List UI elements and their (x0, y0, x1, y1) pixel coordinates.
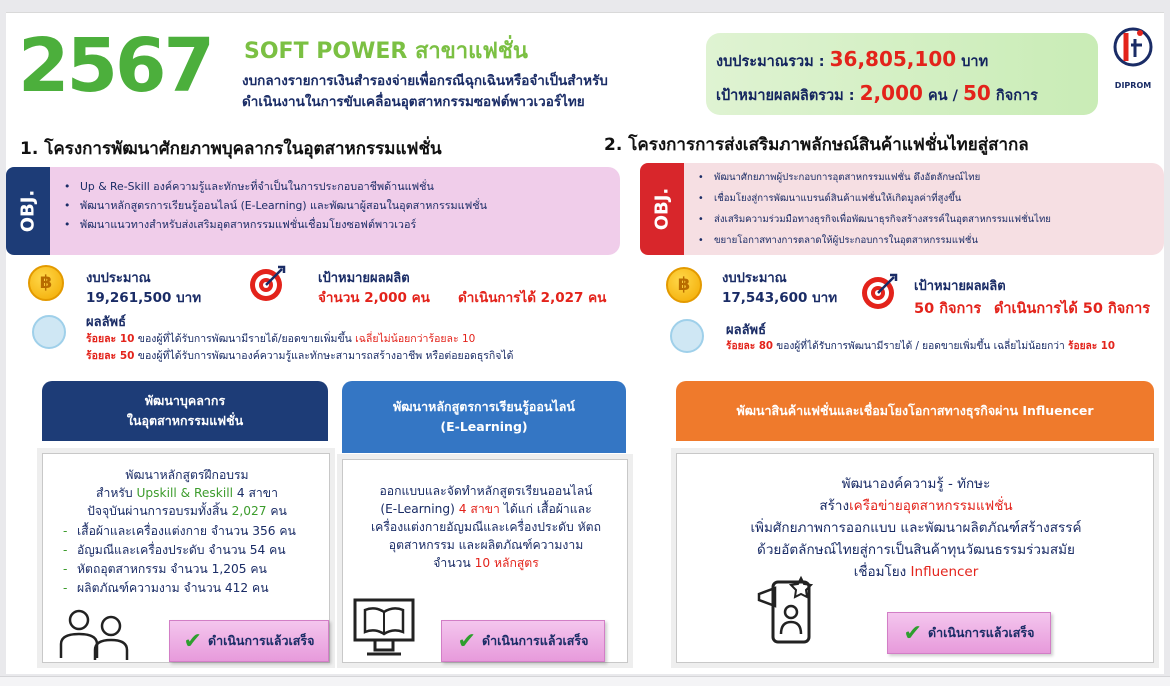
card-1-head-1: พัฒนาบุคลากร (144, 393, 226, 408)
card-2-line-2c: ได้แก่ เสื้อผ้าและ (503, 502, 592, 516)
card-3-line-5b: Influencer (910, 564, 979, 580)
result-2-pct: ร้อยละ 50 (86, 350, 135, 362)
section-1-result-1 (86, 330, 475, 347)
check-icon: ✔ (903, 620, 922, 646)
section-2-obj-label: OBJ. (651, 187, 673, 231)
objective-item: • พัฒนาหลักสูตรการเรียนรู้ออนไลน์ (E-Learning) และพัฒนาผู้สอนในอุตสาหกรรมแฟชั่น (80, 196, 487, 215)
card-2-line-2b: 4 สาขา (458, 502, 500, 516)
objective-item: • พัฒนาแนวทางสำหรับส่งเสริมอุตสาหกรรมแฟชั่นเชื่อมโยงซอฟต์พาวเวอร์ (80, 215, 487, 234)
check-icon: ✔ (183, 628, 202, 654)
result-1-text: ของผู้ที่ได้รับการพัฒนามีรายได้ / ยอดขายเพิ่มขึ้น เฉลี่ยไม่น้อยกว่า (776, 341, 1065, 352)
card-3-head: พัฒนาสินค้าแฟชั่นและเชื่อมโยงโอกาสทางธุรกิจผ่าน Influencer (736, 403, 1094, 418)
subtitle-line-1: งบกลางรายการเงินสำรองจ่ายเพื่อกรณีฉุกเฉินหรือจำเป็นสำหรับ (242, 73, 608, 89)
list-item: - ผลิตภัณฑ์ความงาม จำนวน 412 คน (77, 579, 296, 598)
total-target-activities: 50 (963, 81, 991, 105)
section-1-achieved-value: ดำเนินการได้ 2,027 คน (458, 290, 607, 306)
card-2-head-2: (E-Learning) (440, 419, 528, 434)
result-1-note: เฉลี่ยไม่น้อยกว่าร้อยละ 10 (355, 333, 476, 345)
section-1-budget-value: 19,261,500 บาท (86, 290, 202, 306)
card-3-line-5a: เชื่อมโยง (853, 564, 907, 580)
card-3-done-label: ดำเนินการแล้วเสร็จ (927, 625, 1035, 640)
card-1-header (42, 381, 328, 441)
card-1-list (77, 522, 296, 598)
section-1-objective-list (80, 177, 487, 234)
section-1-result-2 (86, 347, 513, 364)
target-icon (860, 271, 900, 311)
card-2-line-2a: (E-Learning) (380, 502, 455, 516)
result-1-note: ร้อยละ 10 (1067, 341, 1115, 352)
card-1-line-3 (43, 502, 331, 520)
result-1-pct: ร้อยละ 10 (86, 333, 135, 345)
diprom-logo (1104, 17, 1162, 97)
result-1-text: ของผู้ที่ได้รับการพัฒนามีรายได้/ยอดขายเพิ่มขึ้น (137, 333, 352, 345)
people-icon (55, 606, 141, 660)
card-3-body (676, 453, 1154, 663)
objective-item: • ขยายโอกาสทางการตลาดให้ผู้ประกอบการในอุตสาหกรรมแฟชั่น (714, 230, 1051, 251)
card-3-line-3: เพิ่มศักยภาพการออกแบบ และพัฒนาผลิตภัณฑ์สร้างสรรค์ (750, 520, 1082, 536)
results-icon (670, 319, 704, 353)
card-1-line-2 (43, 484, 331, 502)
total-target-label: เป้าหมายผลผลิตรวม : (716, 88, 855, 104)
logo-text: DIPROM (1114, 81, 1152, 90)
coin-icon: ฿ (666, 267, 702, 303)
card-3-line-2b: เครือข่ายอุตสาหกรรมแฟชั่น (849, 498, 1013, 514)
card-1-line-3b: 2,027 (231, 504, 267, 518)
summary-box (706, 33, 1098, 115)
card-3-line-4: ด้วยอัตลักษณ์ไทยสู่การเป็นสินค้าทุนวัฒนธรรมร่วมสมัย (757, 542, 1075, 558)
objective-item: • พัฒนาศักยภาพผู้ประกอบการอุตสาหกรรมแฟชั่น ดึงอัตลักษณ์ไทย (714, 167, 1051, 188)
card-2-line-5 (343, 554, 629, 572)
result-2-text: ของผู้ที่ได้รับการพัฒนาองค์ความรู้และทักษะสามารถสร้างอาชีพ หรือต่อยอดธุรกิจได้ (137, 350, 514, 362)
coin-icon: ฿ (28, 265, 64, 301)
laptop-book-icon (351, 596, 417, 658)
card-3-line-1: พัฒนาองค์ความรู้ - ทักษะ (841, 476, 991, 492)
section-2-obj-tab (640, 163, 684, 255)
section-2-result-label: ผลลัพธ์ (726, 323, 767, 338)
result-1-pct: ร้อยละ 80 (726, 341, 773, 352)
card-2-line-5b: 10 หลักสูตร (474, 556, 539, 570)
list-item: - อัญมณีและเครื่องประดับ จำนวน 54 คน (77, 541, 296, 560)
section-2-objectives (684, 163, 1164, 255)
target-icon (248, 263, 288, 303)
section-1-target-value: จำนวน 2,000 คน (318, 290, 430, 306)
card-3-header (676, 381, 1154, 441)
card-2-line-2 (343, 500, 629, 518)
card-1-line-2c: 4 สาขา (236, 486, 278, 500)
card-3-line-5 (677, 562, 1155, 582)
list-item: - เสื้อผ้าและเครื่องแต่งกาย จำนวน 356 คน (77, 522, 296, 541)
section-2-budget-value: 17,543,600 บาท (722, 290, 838, 306)
results-icon (32, 315, 66, 349)
card-1-done-label: ดำเนินการแล้วเสร็จ (207, 633, 315, 648)
section-2-target-value: 50 กิจการ (914, 301, 982, 317)
total-budget-row (716, 47, 988, 73)
card-3-line-2a: สร้าง (819, 498, 850, 514)
section-2-result-1 (726, 338, 1115, 354)
card-1-head-2: ในอุตสาหกรรมแฟชั่น (126, 413, 244, 428)
card-2-line-3: เครื่องแต่งกายอัญมณีและเครื่องประดับ หัตถ (371, 520, 601, 534)
card-1-line-2b: Upskill & Reskill (136, 486, 233, 500)
diprom-logo-icon (1104, 17, 1162, 81)
list-item: - หัตถอุตสาหกรรม จำนวน 1,205 คน (77, 560, 296, 579)
influencer-phone-icon (755, 572, 825, 646)
subtitle-line-2: ดำเนินงานในการขับเคลื่อนอุตสาหกรรมซอฟต์พาวเวอร์ไทย (242, 94, 585, 110)
objective-item: • เชื่อมโยงสู่การพัฒนาแบรนด์สินค้าแฟชั่นให้เกิดมูลค่าที่สูงขึ้น (714, 188, 1051, 209)
slash: / (952, 88, 958, 104)
card-1-body (42, 453, 330, 663)
section-1-result-label: ผลลัพธ์ (86, 315, 127, 330)
section-1-obj-tab (6, 167, 50, 255)
card-3-done-button[interactable] (887, 612, 1051, 654)
total-target-row (716, 81, 1038, 107)
card-2-head-1: พัฒนาหลักสูตรการเรียนรู้ออนไลน์ (393, 399, 575, 414)
card-2-body (342, 459, 628, 663)
objective-item: • ส่งเสริมความร่วมมือทางธุรกิจเพื่อพัฒนาธุรกิจสร้างสรรค์ในอุตสาหกรรมแฟชั่นไทย (714, 209, 1051, 230)
card-1-line-3a: ปัจจุบันผ่านการอบรมทั้งสิ้น (87, 504, 228, 518)
total-target-people: 2,000 (859, 81, 923, 105)
card-1-line-1: พัฒนาหลักสูตรฝึกอบรม (125, 468, 249, 482)
section-1-obj-label: OBJ. (17, 189, 39, 233)
card-1-done-button[interactable] (169, 620, 329, 662)
card-3-line-2 (677, 496, 1155, 516)
check-icon: ✔ (457, 628, 476, 654)
soft-power-title: SOFT POWER สาขาแฟชั่น (244, 39, 528, 64)
card-2-header (342, 381, 626, 453)
bottom-strip (0, 676, 1170, 686)
people-unit: คน (927, 88, 948, 104)
objective-item: • Up & Re-Skill องค์ความรู้และทักษะที่จำเป็นในการประกอบอาชีพด้านแฟชั่น (80, 177, 487, 196)
section-1-budget-label: งบประมาณ (86, 271, 151, 286)
section-2-title: 2. โครงการการส่งเสริมภาพลักษณ์สินค้าแฟชั่นไทยสู่สากล (604, 135, 1029, 155)
section-2-budget-label: งบประมาณ (722, 271, 787, 286)
card-2-done-button[interactable] (441, 620, 605, 662)
card-1-line-3c: คน (270, 504, 287, 518)
card-2-done-label: ดำเนินการแล้วเสร็จ (481, 633, 589, 648)
section-1-objectives (50, 167, 620, 255)
section-1-target-label: เป้าหมายผลผลิต (318, 271, 410, 286)
section-2-objective-list (714, 167, 1051, 251)
activity-unit: กิจการ (995, 88, 1038, 104)
total-budget-label: งบประมาณรวม : (716, 54, 825, 70)
total-budget-value: 36,805,100 (829, 47, 957, 71)
infographic-page (6, 12, 1164, 674)
year-title: 2567 (18, 23, 212, 109)
card-2-line-5a: จำนวน (433, 556, 471, 570)
section-1-title: 1. โครงการพัฒนาศักยภาพบุคลากรในอุตสาหกรรมแฟชั่น (20, 139, 442, 159)
section-2-target-label: เป้าหมายผลผลิต (914, 279, 1006, 294)
card-2-line-4: อุตสาหกรรม และผลิตภัณฑ์ความงาม (388, 538, 584, 552)
section-2-achieved-value: ดำเนินการได้ 50 กิจการ (994, 301, 1151, 317)
card-2-line-1: ออกแบบและจัดทำหลักสูตรเรียนออนไลน์ (379, 484, 593, 498)
total-budget-unit: บาท (961, 54, 989, 70)
card-1-line-2a: สำหรับ (96, 486, 133, 500)
